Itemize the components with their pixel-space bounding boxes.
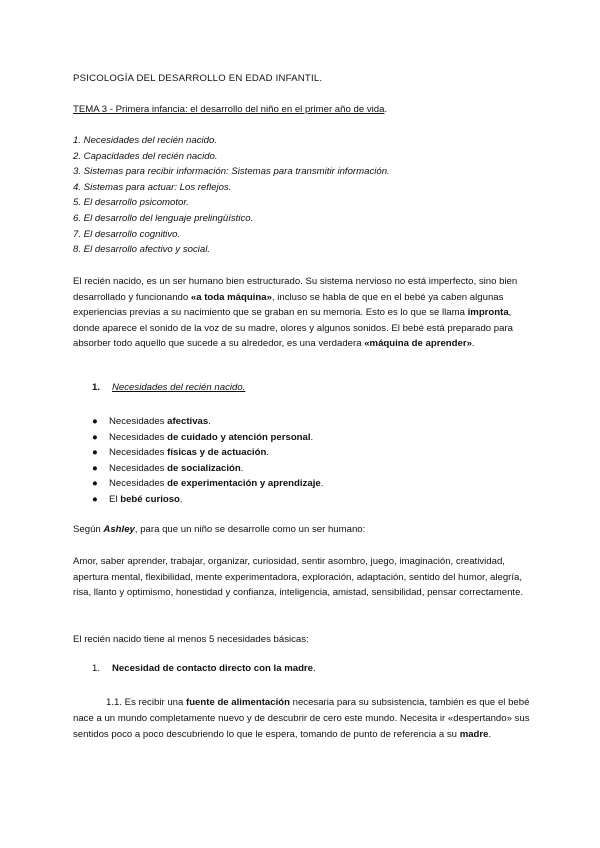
item-text: . <box>266 447 269 459</box>
toc-item: 4. Sistemas para actuar: Los reflejos. <box>73 181 232 193</box>
item-bold: bebé curioso <box>120 493 180 505</box>
item-text: Necesidades <box>109 431 168 443</box>
item-text: . <box>310 431 314 443</box>
ashley-post: , para que un niño se desarrolle como un ser humano: <box>134 524 366 535</box>
item-bold: de cuidado y atención personal <box>167 431 311 443</box>
toc-item: 7. El desarrollo cognitivo. <box>73 228 181 240</box>
bullet-icon: ● <box>92 478 98 490</box>
item-text: Necesidades <box>109 462 168 474</box>
item-text: . <box>179 493 183 505</box>
list-item <box>92 476 323 492</box>
list-item <box>92 445 323 461</box>
ashley-line <box>73 522 533 538</box>
tema-heading <box>73 102 533 118</box>
list-item <box>92 461 323 477</box>
intro-text: , donde aparece el sonido de la voz de su madre, olores y algunos sonidos. El bebé está preparado para absorber todo aquello que sucede a su alrededor, es una verdadera <box>73 307 514 350</box>
qualities-paragraph: Amor, saber aprender, trabajar, organizar, curiosidad, sentir asombro, juego, imaginación, creatividad, apertura mental, flexibilidad, mente experimentadora, exploración, adaptación, sentido del humor, alegría, risa, llanto y optimismo, honestidad y confianza, inteligencia, amistad, sensibilidad, pensar correctamente. <box>73 556 524 599</box>
item-bold: físicas y de actuación <box>167 447 267 459</box>
toc-item: 3. Sistemas para recibir información: Sistemas para transmitir información. <box>73 166 390 178</box>
para-text: . <box>488 728 492 740</box>
toc-item: 2. Capacidades del recién nacido. <box>73 150 218 162</box>
intro-bold: «a toda máquina» <box>190 291 272 303</box>
section-number: 1. <box>92 382 101 393</box>
bullet-icon: ● <box>92 447 98 459</box>
para-bold: madre <box>459 728 489 740</box>
intro-text: , incluso se habla de que en el bebé ya caben algunas experiencias previas a su nacimiento que se graban en su memoria. Esto es lo que se llama <box>73 291 504 319</box>
need-heading <box>92 663 316 674</box>
section-title: Necesidades del recién nacido. <box>112 382 246 393</box>
list-item <box>92 492 323 508</box>
needs-list <box>92 414 323 508</box>
need-number: 1. <box>92 663 101 674</box>
bullet-icon: ● <box>92 493 98 505</box>
item-text: Necesidades <box>109 478 168 490</box>
list-item <box>92 414 323 430</box>
item-bold: afectivas <box>167 416 209 427</box>
intro-paragraph <box>73 274 533 352</box>
list-item <box>92 430 323 446</box>
item-text: Necesidades <box>109 416 168 427</box>
intro-bold: «máquina de aprender» <box>364 338 472 350</box>
item-text: El <box>109 493 121 505</box>
para-text: necesaria para su subsistencia, también es que el bebé nace a un mundo completamente nuevo y de descubrir de cero este mundo. Necesita ir «despertando» sus sentidos poco a poco descubriendo lo que le espera, tomando de punto de referencia a su <box>73 697 530 740</box>
table-of-contents <box>73 133 533 258</box>
intro-text: . <box>471 338 475 350</box>
bullet-icon: ● <box>92 431 98 443</box>
bullet-icon: ● <box>92 462 98 474</box>
item-text: . <box>208 416 211 427</box>
item-bold: de socialización <box>167 462 241 474</box>
ashley-pre: Según <box>73 524 104 535</box>
subsection-paragraph <box>73 695 533 742</box>
bullet-icon: ● <box>92 416 98 427</box>
toc-item: 1. Necesidades del recién nacido. <box>73 135 217 146</box>
ashley-name: Ashley <box>103 524 135 535</box>
toc-item: 6. El desarrollo del lenguaje prelingüístico. <box>73 212 254 224</box>
tema-title: TEMA 3 - Primera infancia: el desarrollo del niño en el primer año de vida <box>73 104 385 115</box>
basic-needs-intro: El recién nacido tiene al menos 5 necesidades básicas: <box>73 634 309 645</box>
tema-end: . <box>384 104 388 115</box>
intro-bold: impronta <box>467 307 509 319</box>
item-text: . <box>240 462 244 474</box>
item-text: Necesidades <box>109 447 168 459</box>
section-heading <box>92 382 245 393</box>
need-title: Necesidad de contacto directo con la madre <box>112 663 313 674</box>
need-end: . <box>313 663 316 674</box>
course-title: PSICOLOGÍA DEL DESARROLLO EN EDAD INFANTIL. <box>73 73 323 84</box>
item-text: . <box>320 478 324 490</box>
toc-item: 5. El desarrollo psicomotor. <box>73 197 189 209</box>
item-bold: de experimentación y aprendizaje <box>167 478 321 490</box>
para-text: 1.1. Es recibir una <box>106 697 186 708</box>
intro-text: El recién nacido, es un ser humano bien estructurado. Su sistema nervioso no está imperfecto, sino bien desarrollado y funcionando <box>73 276 518 303</box>
toc-item: 8. El desarrollo afectivo y social. <box>73 244 211 256</box>
para-bold: fuente de alimentación <box>186 697 290 708</box>
